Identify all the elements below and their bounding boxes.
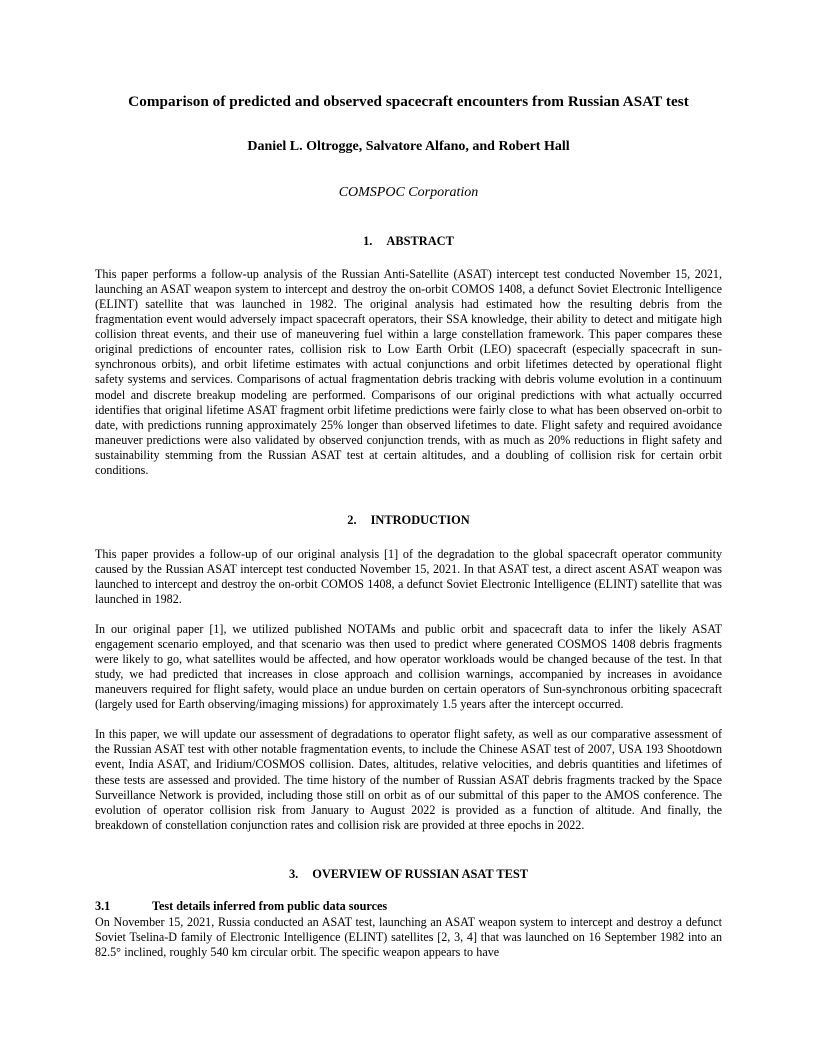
- introduction-paragraph-3: In this paper, we will update our assessment of degradations to operator flight safety, as well as our comparative assessment of the Russian ASAT test with other notable fragmentation events, to include the Chinese ASAT test of 2007, USA 193 Shootdown event, India ASAT, and Iridium/COSMOS collision. Dates, altitudes, relative velocities, and debris quantities and lifetimes of these tests are assessed and provided. The time history of the number of Russian ASAT debris fragments tracked by the Space Surveillance Network is provided, including those still on orbit as of our submittal of this paper to the AMOS conference. The evolution of operator collision risk from January to August 2022 is provided as a function of altitude. And finally, the breakdown of constellation conjunction rates and collision risk are provided at three epochs in 2022.: [95, 727, 722, 832]
- section-heading-introduction: [95, 512, 722, 528]
- page-content-column: [95, 0, 722, 960]
- author-list: Daniel L. Oltrogge, Salvatore Alfano, and Robert Hall: [247, 139, 570, 154]
- abstract-paragraph: This paper performs a follow-up analysis of the Russian Anti-Satellite (ASAT) intercept test conducted November 15, 2021, launching an ASAT weapon system to intercept and destroy the on-orbit COMOS 1408, a defunct Soviet Electronic Intelligence (ELINT) satellite that was launched in 1982. The original analysis had estimated how the resulting debris from the fragmentation event would adversely impact spacecraft operators, their SSA knowledge, their ability to detect and mitigate high collision threat events, and their use of maneuvering fuel within a large constellation framework. This paper compares these original predictions of encounter rates, collision risk to Low Earth Orbit (LEO) spacecraft (especially spacecraft in sun-synchronous orbits), and orbit lifetime estimates with actual conjunctions and orbit lifetimes detected by operational flight safety systems and services. Comparisons of actual fragmentation debris tracking with debris volume evolution in a continuum model and discrete breakup modeling are performed. Comparisons of our original predictions with what actually occurred identifies that original lifetime ASAT fragment orbit lifetime predictions were fairly close to what has been observed on-orbit to date, with predictions running approximately 25% longer than observed lifetimes to date. Flight safety and required avoidance maneuver predictions were also validated by observed conjunction trends, with as much as 20% reductions in flight safety and sustainability stemming from the Russian ASAT test at certain altitudes, and a doubling of collision risk for certain orbit conditions.: [95, 267, 722, 477]
- section-number: 2.: [347, 512, 357, 527]
- section-title: INTRODUCTION: [370, 512, 470, 527]
- page-title: Comparison of predicted and observed spacecraft encounters from Russian ASAT test: [128, 93, 689, 110]
- section-number: 1.: [363, 234, 373, 248]
- introduction-paragraph-2: In our original paper [1], we utilized published NOTAMs and public orbit and spacecraft data to infer the likely ASAT engagement scenario employed, and that scenario was then used to predict where generated COSMOS 1408 debris fragments were likely to go, what satellites would be affected, and how operator workloads would be changed because of the test. In that study, we had predicted that increases in close approach and collision warnings, accompanied by increases in avoidance maneuvers required for flight safety, would place an undue burden on certain operators of Sun-synchronous orbiting spacecraft (largely used for Earth observing/imaging missions) for approximately 1.5 years after the intercept occurred.: [95, 622, 722, 712]
- affiliation: COMSPOC Corporation: [338, 184, 479, 200]
- section-number: 3.: [288, 866, 299, 881]
- subsection-heading-test-details: [95, 899, 722, 915]
- subsection-title: Test details inferred from public data sources: [152, 898, 388, 913]
- section-heading-abstract: [95, 233, 722, 249]
- section-title: ABSTRACT: [386, 234, 454, 248]
- section-title: OVERVIEW OF RUSSIAN ASAT TEST: [312, 866, 529, 881]
- subsection-paragraph-1: On November 15, 2021, Russia conducted an ASAT test, launching an ASAT weapon system to intercept and destroy a defunct Soviet Tselina-D family of Electronic Intelligence (ELINT) satellites [2, 3, 4] that was launched on 16 September 1982 into an 82.5° inclined, roughly 540 km circular orbit. The specific weapon appears to have: [95, 914, 722, 959]
- introduction-paragraph-1: This paper provides a follow-up of our original analysis [1] of the degradation to the global spacecraft operator community caused by the Russian ASAT intercept test conducted November 15, 2021. In that ASAT test, a direct ascent ASAT weapon was launched to intercept and destroy the on-orbit COMOS 1408, a defunct Soviet Electronic Intelligence (ELINT) satellite that was launched in 1982.: [95, 546, 722, 607]
- section-heading-overview: [95, 866, 722, 882]
- subsection-number: 3.1: [95, 898, 111, 913]
